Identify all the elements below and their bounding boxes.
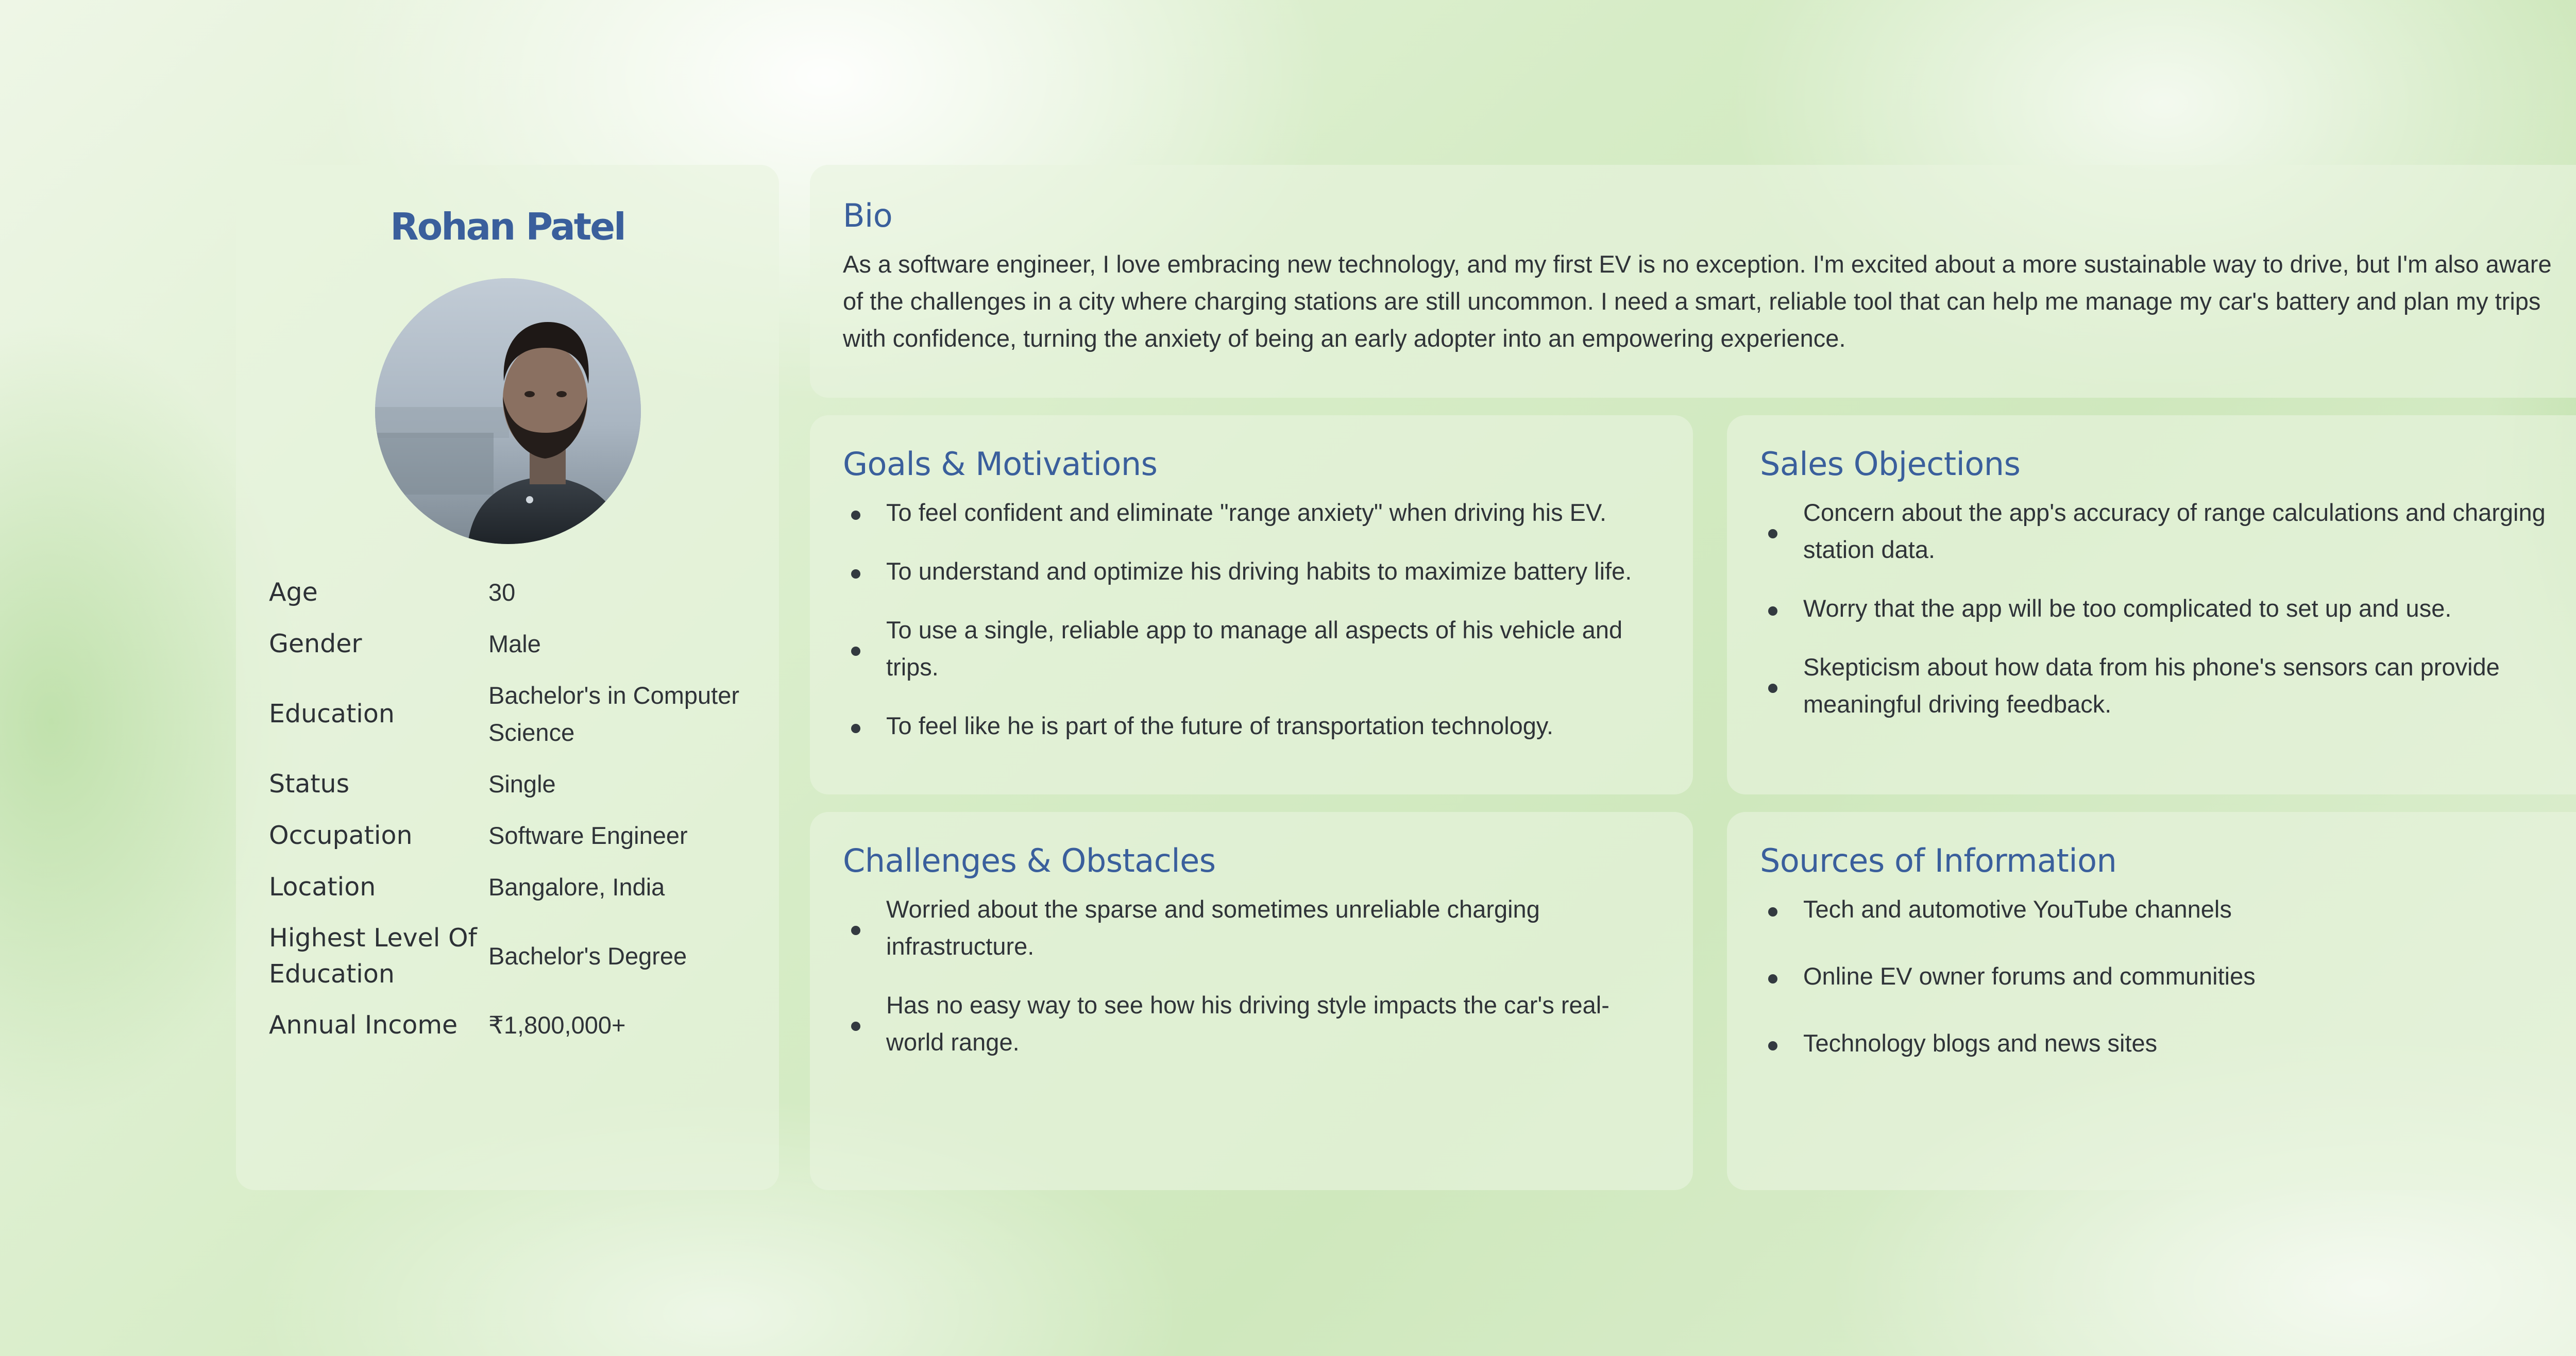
- field-label: Highest Level Of Education: [269, 923, 477, 989]
- field-value: ₹1,800,000+: [488, 1011, 626, 1039]
- avatar-photo: [375, 278, 641, 544]
- profile-row-location: [269, 861, 753, 913]
- field-label: Location: [269, 872, 376, 902]
- goals-title: Goals & Motivations: [843, 445, 1158, 483]
- bullet-icon: [851, 1022, 860, 1031]
- list-item: [1760, 649, 2576, 723]
- list-item: [843, 553, 1660, 590]
- profile-row-education: [269, 670, 753, 758]
- sales-objections-list: [1760, 494, 2576, 723]
- profile-card: [236, 165, 779, 1190]
- field-value: Software Engineer: [488, 822, 688, 849]
- bullet-icon: [851, 647, 860, 656]
- list-item-text: Technology blogs and news sites: [1803, 1029, 2158, 1057]
- list-item-text: Worry that the app will be too complicated to set up and use.: [1803, 595, 2452, 622]
- profile-info-table: [269, 567, 753, 1051]
- field-label: Education: [269, 699, 395, 728]
- bullet-icon: [1768, 1041, 1777, 1050]
- list-item: [843, 494, 1660, 531]
- goals-list: [843, 494, 1660, 744]
- bullet-icon: [851, 569, 860, 579]
- list-item: [1760, 891, 2576, 928]
- list-item-text: To feel confident and eliminate "range anxiety" when driving his EV.: [886, 499, 1607, 526]
- list-item: [1760, 494, 2576, 568]
- profile-row-age: [269, 567, 753, 618]
- field-label: Age: [269, 578, 318, 607]
- profile-row-annual-income: [269, 999, 753, 1051]
- field-value: Single: [488, 770, 556, 798]
- list-item: [1760, 590, 2576, 627]
- sources-title: Sources of Information: [1760, 842, 2117, 879]
- list-item-text: To use a single, reliable app to manage all aspects of his vehicle and trips.: [886, 616, 1623, 681]
- avatar: [375, 278, 641, 544]
- challenges-list: [843, 891, 1660, 1061]
- bullet-icon: [851, 926, 860, 935]
- profile-row-status: [269, 758, 753, 810]
- field-value: Bachelor's Degree: [488, 942, 687, 970]
- list-item: [843, 891, 1660, 965]
- profile-row-highest-education: [269, 913, 753, 999]
- challenges-title: Challenges & Obstacles: [843, 842, 1216, 879]
- bullet-icon: [1768, 684, 1777, 693]
- bullet-icon: [851, 724, 860, 733]
- sources-list: [1760, 891, 2576, 1062]
- field-value: 30: [488, 579, 516, 606]
- list-item-text: To feel like he is part of the future of transportation technology.: [886, 712, 1554, 739]
- field-label: Occupation: [269, 821, 413, 850]
- field-value: Bangalore, India: [488, 873, 665, 901]
- challenges-card: [810, 812, 1693, 1190]
- list-item: [1760, 1025, 2576, 1062]
- goals-card: [810, 415, 1693, 794]
- profile-name: Rohan Patel: [390, 205, 625, 248]
- field-label: Status: [269, 769, 350, 799]
- bullet-icon: [1768, 606, 1777, 616]
- profile-row-gender: [269, 618, 753, 670]
- list-item-text: Online EV owner forums and communities: [1803, 962, 2256, 990]
- bullet-icon: [1768, 529, 1777, 538]
- sources-card: [1727, 812, 2576, 1190]
- list-item-text: Skepticism about how data from his phone's sensors can provide meaningful driving feedback.: [1803, 653, 2500, 718]
- list-item-text: Has no easy way to see how his driving style impacts the car's real-world range.: [886, 991, 1609, 1056]
- list-item-text: To understand and optimize his driving habits to maximize battery life.: [886, 557, 1632, 585]
- sales-objections-card: [1727, 415, 2576, 794]
- bio-card: [810, 165, 2576, 398]
- bullet-icon: [1768, 907, 1777, 917]
- list-item: [843, 707, 1660, 744]
- list-item-text: Tech and automotive YouTube channels: [1803, 895, 2232, 923]
- list-item-text: Concern about the app's accuracy of range calculations and charging station data.: [1803, 499, 2546, 563]
- field-value: Male: [488, 630, 541, 657]
- field-value: Bachelor's in Computer Science: [488, 682, 740, 746]
- sales-objections-title: Sales Objections: [1760, 445, 2021, 483]
- profile-row-occupation: [269, 810, 753, 861]
- field-label: Gender: [269, 629, 362, 658]
- bio-title: Bio: [843, 197, 893, 234]
- list-item: [1760, 958, 2576, 995]
- bullet-icon: [851, 511, 860, 520]
- list-item-text: Worried about the sparse and sometimes unreliable charging infrastructure.: [886, 895, 1540, 960]
- bio-text: As a software engineer, I love embracing new technology, and my first EV is no exception. I'm excited about a more sustainable way to drive, but I'm also aware of the challenges in a city where charging stations are still uncommon. I need a smart, reliable tool that can help me manage my car's battery and plan my trips with confidence, turning the anxiety of being an early adopter into an empowering experience.: [843, 250, 2552, 352]
- bullet-icon: [1768, 974, 1777, 984]
- field-label: Annual Income: [269, 1010, 458, 1040]
- list-item: [843, 987, 1660, 1061]
- list-item: [843, 612, 1660, 686]
